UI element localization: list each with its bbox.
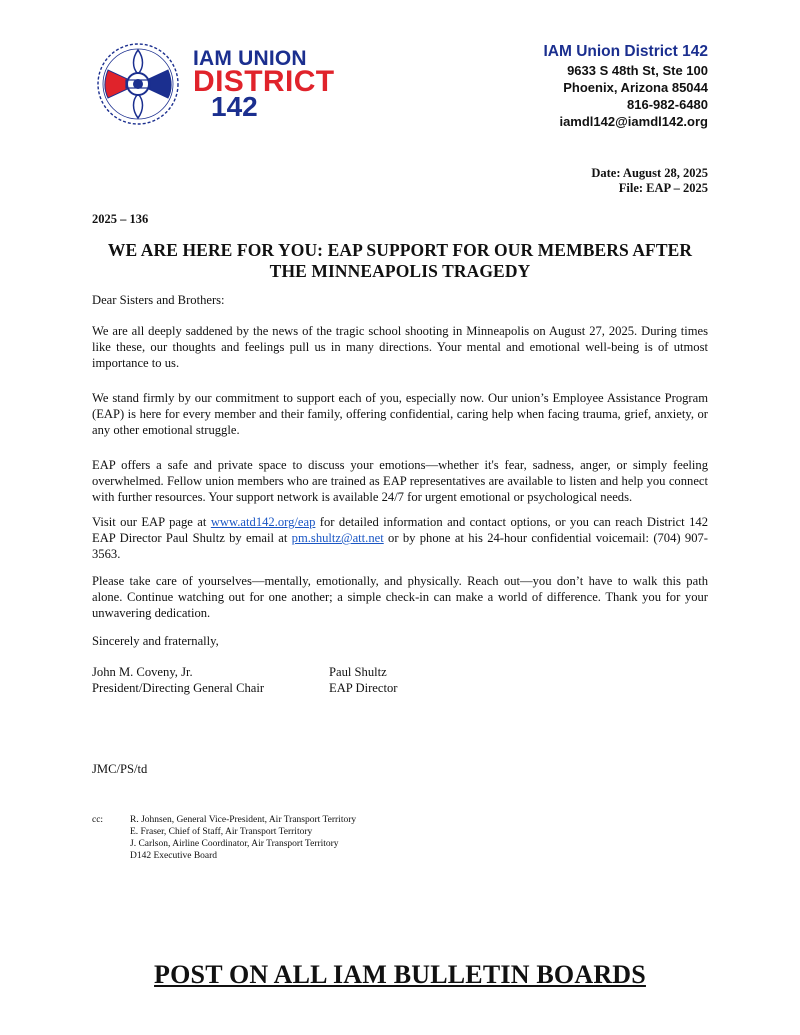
- logo-line-district: DISTRICT: [193, 65, 335, 98]
- paragraph-3: [92, 457, 708, 505]
- email-link[interactable]: pm.shultz@att.net: [291, 531, 384, 545]
- bulletin-notice: POST ON ALL IAM BULLETIN BOARDS: [154, 960, 646, 989]
- paragraph-4-text: [92, 514, 708, 562]
- signatory-1-title: President/Directing General Chair: [92, 681, 265, 695]
- paragraph-1-text: We are all deeply saddened by the news of the tragic school shooting in Minneapolis on August 27, 2025. During times like these, our thoughts and feelings pull us in many directions. Your mental and emotional well-being is of utmost importance to us.: [92, 324, 708, 370]
- emblem-letter-m: M: [154, 95, 164, 107]
- signatory-2: [329, 664, 397, 696]
- emblem-letter-a: A: [117, 95, 125, 107]
- email-address: iamdl142@iamdl142.org: [559, 114, 708, 129]
- cc-recipient: J. Carlson, Airline Coordinator, Air Transport Territory: [130, 839, 339, 849]
- reference-number: 2025 – 136: [92, 212, 149, 226]
- letter-headline: [92, 240, 708, 282]
- city-address: Phoenix, Arizona 85044: [563, 80, 708, 95]
- headline-line-2: THE MINNEAPOLIS TRAGEDY: [269, 261, 531, 281]
- signatory-2-title: EAP Director: [329, 681, 398, 695]
- p4-text-after: or by phone at his 24-hour confidential voicemail: (704) 907-3563.: [92, 531, 708, 561]
- logo-line-iam-union: IAM UNION: [193, 47, 307, 70]
- paragraph-3-text: EAP offers a safe and private space to discuss your emotions—whether it's fear, sadness, anger, or simply feeling overwhelmed. Fellow union members who are trained as EAP representatives are available to listen and help you connect with further resources. Your support network is available 24/7 for urgent emotional or psychological needs.: [92, 458, 708, 504]
- logo-wordmark: [193, 48, 335, 121]
- signatory-1: [92, 664, 264, 696]
- salutation: [92, 292, 708, 308]
- cc-recipient: E. Fraser, Chief of Staff, Air Transport Territory: [130, 827, 313, 837]
- phone-number: 816-982-6480: [627, 97, 708, 112]
- p4-text-middle: for detailed information and contact options, or you can reach District 142 EAP Director Paul Shultz by email at: [92, 515, 708, 545]
- paragraph-2: [92, 390, 708, 438]
- signatory-2-name: Paul Shultz: [329, 665, 387, 679]
- union-logo: [94, 40, 335, 128]
- letter-meta: [591, 166, 708, 196]
- org-name: IAM Union District 142: [543, 43, 708, 60]
- paragraph-2-text: We stand firmly by our commitment to support each of you, especially now. Our union’s Employee Assistance Program (EAP) is here for every member and their family, offering confidential, caring help when facing trauma, grief, anxiety, or any other emotional struggle.: [92, 391, 708, 437]
- closing-text: Sincerely and fraternally,: [92, 634, 219, 648]
- closing: [92, 633, 708, 649]
- logo-line-number: 142: [211, 91, 258, 122]
- paragraph-5-text: Please take care of yourselves—mentally, emotionally, and physically. Reach out—you don’t have to walk this path alone. Continue watching out for one another; a simple check-in can make a world of difference. Thank you for your unwavering dedication.: [92, 574, 708, 620]
- paragraph-5: [92, 573, 708, 621]
- letter-date: Date: August 28, 2025: [591, 166, 708, 180]
- iam-emblem-icon: [94, 40, 186, 128]
- cc-recipient: D142 Executive Board: [130, 851, 218, 861]
- paragraph-4: [92, 514, 708, 562]
- signatory-1-name: John M. Coveny, Jr.: [92, 665, 193, 679]
- eap-page-link[interactable]: www.atd142.org/eap: [210, 515, 316, 529]
- paragraph-1: [92, 323, 708, 371]
- headline-line-1: WE ARE HERE FOR YOU: EAP SUPPORT FOR OUR MEMBERS AFTER: [107, 240, 693, 260]
- typist-initials: JMC/PS/td: [92, 762, 148, 776]
- cc-label: cc:: [92, 815, 104, 825]
- salutation-text: Dear Sisters and Brothers:: [92, 293, 225, 307]
- letterhead-address: [544, 42, 709, 130]
- cc-recipient: R. Johnsen, General Vice-President, Air Transport Territory: [130, 815, 357, 825]
- cc-list: [130, 814, 530, 862]
- street-address: 9633 S 48th St, Ste 100: [567, 63, 708, 78]
- p4-text-before: Visit our EAP page at: [92, 515, 211, 529]
- letter-file: File: EAP – 2025: [618, 181, 708, 195]
